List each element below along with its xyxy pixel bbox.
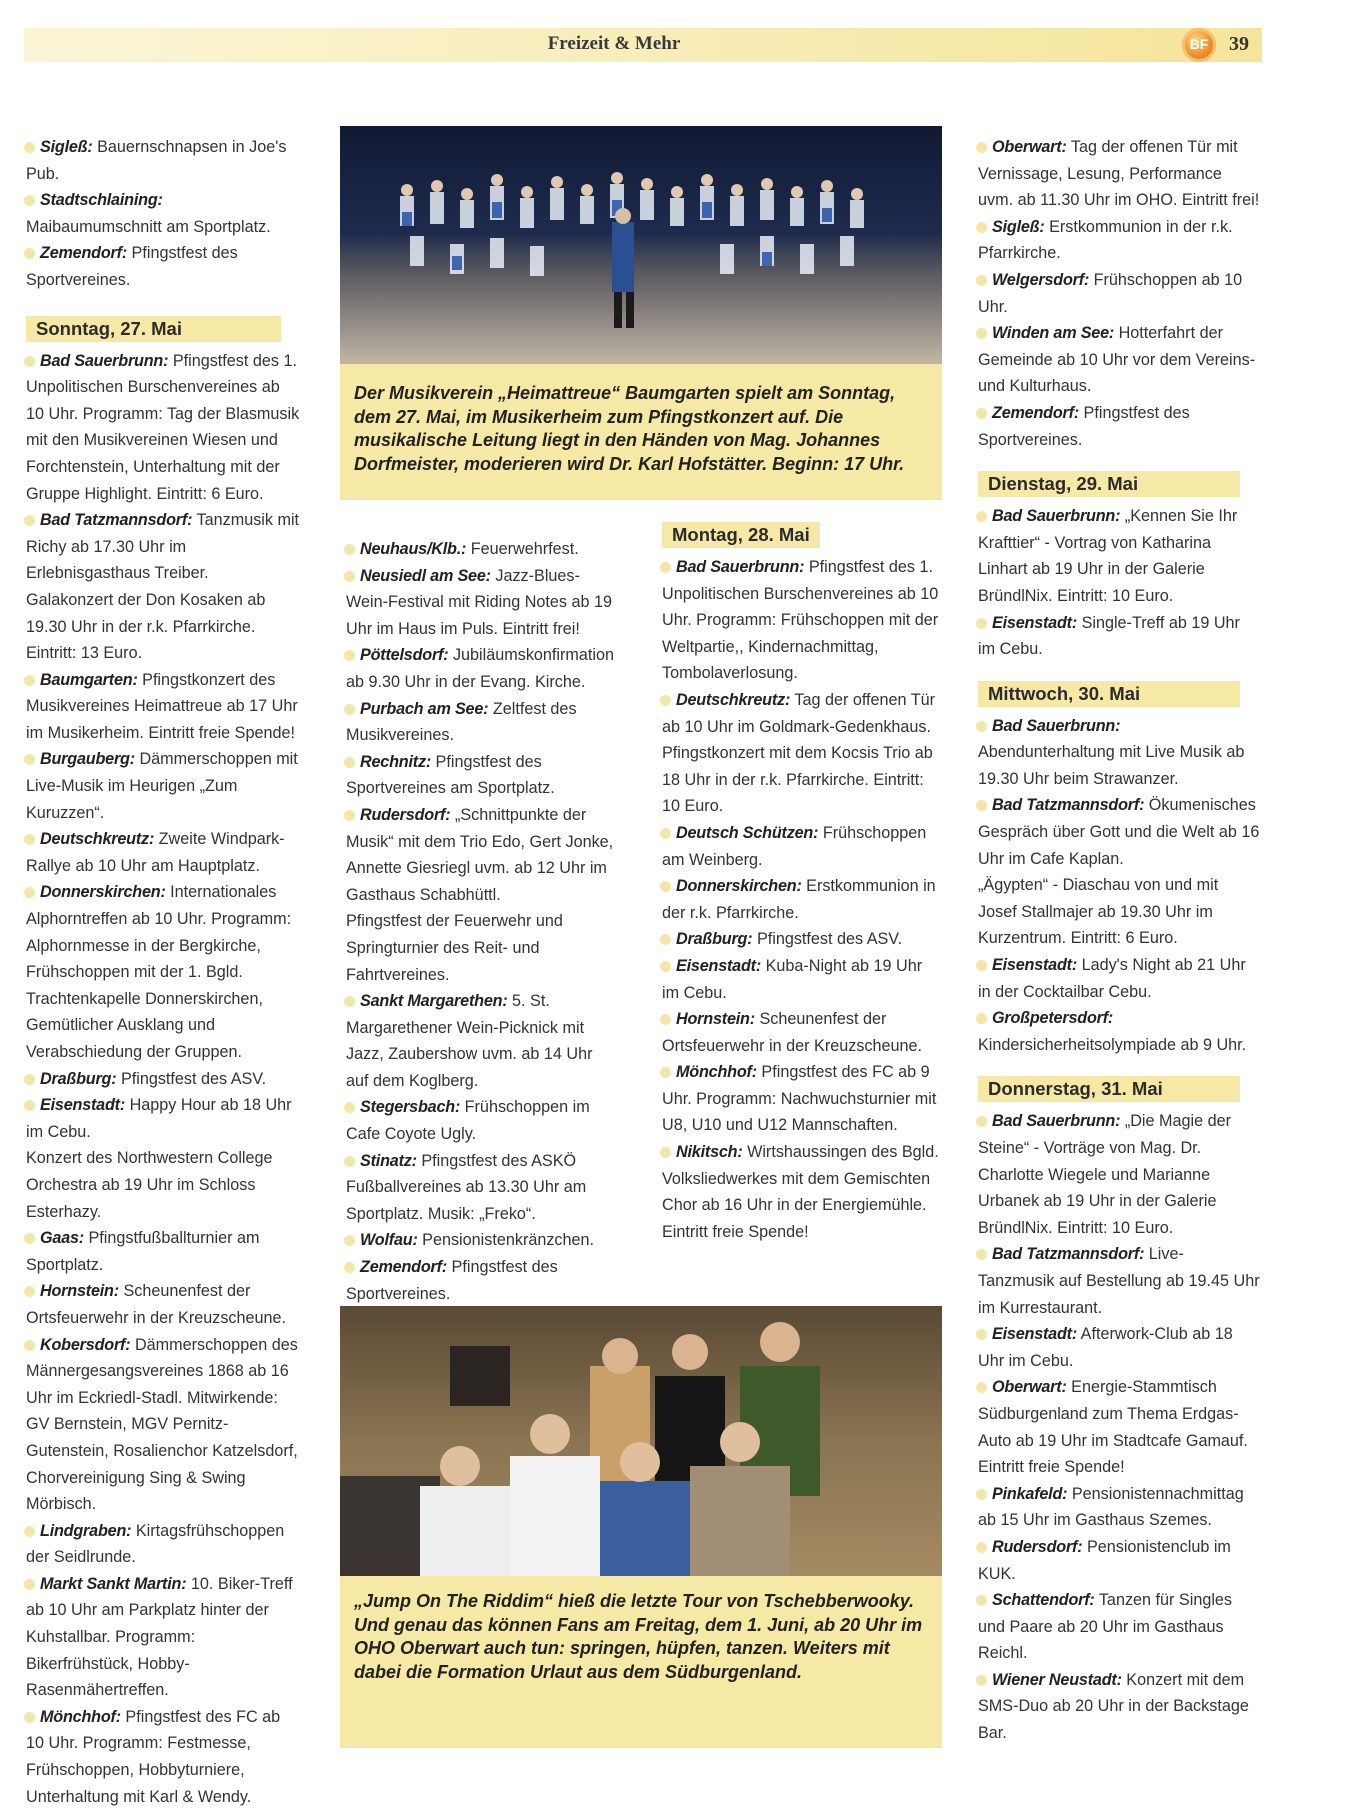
photo-tschebberwooky [340,1306,942,1576]
event-entry [978,1667,1260,1747]
event-text: Frühschoppen im Cafe Coyote Ugly. [346,1098,590,1144]
event-text: „Kennen Sie Ihr Krafttier“ - Vortrag von Katharina Linhart ab 19 Uhr in der Galerie BründlNix. Eintritt: 10 Euro. [978,507,1238,605]
event-entry [662,1006,940,1059]
event-place: Wolfau: [360,1231,418,1250]
bullet-dot-icon [24,1579,35,1590]
event-entry [346,696,618,749]
event-place: Draßburg: [40,1069,117,1088]
event-place: Oberwart: [992,138,1067,156]
event-entry [26,1518,301,1571]
event-entry [26,1278,301,1331]
bullet-dot-icon [24,248,35,259]
event-text: Tag der offenen Tür ab 10 Uhr im Goldmark-Gedenkhaus. [662,690,936,736]
col4-entries-dienstag [978,503,1260,663]
logo-text: BF [1189,36,1209,52]
event-place: Rudersdorf: [992,1537,1083,1556]
event-entry [26,1704,301,1810]
event-entry [26,240,301,293]
event-entry [26,826,301,879]
column-2 [346,536,618,1307]
event-place: Eisenstadt: [676,956,762,975]
event-text: Tanzmusik mit Richy ab 17.30 Uhr im Erlebnisgasthaus Treiber. [26,511,300,583]
event-text: Jazz-Blues-Wein-Festival mit Riding Notes ab 19 Uhr im Haus im Puls. Eintritt frei! [346,566,613,638]
event-place: Kobersdorf: [40,1335,131,1354]
event-entry [978,1241,1260,1321]
bullet-dot-icon [976,1542,987,1553]
col4-entries-mittwoch [978,713,1260,1059]
event-entry [26,1225,301,1278]
event-place: Bad Tatzmannsdorf: [992,1245,1145,1264]
day-heading-donnerstag: Donnerstag, 31. Mai [978,1076,1240,1102]
event-place: Eisenstadt: [992,956,1078,975]
bullet-dot-icon [976,222,987,233]
event-entry [662,1059,940,1139]
event-place: Bad Sauerbrunn: [992,1112,1121,1131]
event-text: Pfingstfest des FC ab 9 Uhr. Programm: Nachwuchsturnier mit U8, U10 und U12 Mannschaften. [662,1063,937,1135]
bullet-dot-icon [976,408,987,419]
event-entry [662,953,940,1006]
col1-top-entries [26,134,301,294]
event-entry [662,873,940,926]
photo-caption-musikverein: Der Musikverein „Heimattreue“ Baumgarten spielt am Sonntag, dem 27. Mai, im Musikerheim zum Pfingstkonzert auf. Die musikalische Leitung liegt in den Händen von Mag. Johannes Dorfmeister, moderieren wird Dr. Karl Hofstätter. Beginn: 17 Uhr. [340,364,942,500]
event-place: Wiener Neustadt: [992,1670,1122,1689]
event-entry [26,1066,301,1093]
event-text: Bauernschnapsen in Joe's Pub. [26,138,287,183]
bullet-dot-icon [976,328,987,339]
event-entry [662,554,940,687]
event-place: Eisenstadt: [992,1325,1078,1344]
col1-entries [26,348,301,1810]
event-place: Burgauberg: [40,750,135,769]
event-text: Konzert des Northwestern College Orchestra ab 19 Uhr im Schloss Esterhazy. [26,1149,273,1221]
event-place: Zemendorf: [360,1258,448,1277]
event-text: Energie-Stammtisch Südburgenland zum Thema Erdgas-Auto ab 19 Uhr im Stadtcafe Gamauf. Eintritt freie Spende! [978,1378,1248,1477]
bullet-dot-icon [24,515,35,526]
event-place: Lindgraben: [40,1521,132,1540]
event-text: Kuba-Night ab 19 Uhr im Cebu. [662,956,923,1002]
bullet-dot-icon [24,1340,35,1351]
event-entry [26,507,301,587]
event-place: Stinatz: [360,1151,417,1170]
bullet-dot-icon [660,695,671,706]
event-text: Tag der offenen Tür mit Vernissage, Lesung, Performance uvm. ab 11.30 Uhr im OHO. Eintritt frei! [978,138,1260,210]
bf-logo-icon [1182,28,1216,62]
bullet-dot-icon [344,1102,355,1113]
bullet-dot-icon [24,195,35,206]
event-text: Pfingstkonzert mit dem Kocsis Trio ab 18 Uhr in der r.k. Pfarrkirche. Eintritt: 10 Euro. [662,744,933,816]
day-heading-montag: Montag, 28. Mai [662,522,820,548]
col3-entries [662,554,940,1245]
photo-caption-tschebberwooky: „Jump On The Riddim“ hieß die letzte Tour von Tschebberwooky. Und genau das können Fans am Freitag, dem 1. Juni, ab 20 Uhr im OHO Oberwart auch tun: springen, hüpfen, tanzen. Weiters mit dabei die Formation Urlaut aus dem Südburgenland. [340,1576,942,1748]
bullet-dot-icon [660,562,671,573]
event-entry [978,610,1260,663]
event-place: Deutsch Schützen: [676,823,819,842]
bullet-dot-icon [344,810,355,821]
event-entry [978,952,1260,1005]
column-1 [26,134,301,1810]
bullet-dot-icon [976,1595,987,1606]
event-text: 10. Biker-Treff ab 10 Uhr am Parkplatz hinter der Kuhstallbar. Programm: Bikerfrühstück, Hobby-Rasenmähertreffen. [26,1574,293,1700]
event-place: Großpetersdorf: [992,1009,1114,1028]
event-entry [346,988,618,1094]
event-place: Eisenstadt: [40,1096,126,1115]
bullet-dot-icon [976,1489,987,1500]
event-place: Welgersdorf: [992,270,1090,289]
event-place: Pöttelsdorf: [360,646,449,665]
event-text: Zweite Windpark-Rallye ab 10 Uhr am Hauptplatz. [26,830,285,875]
event-entry [26,667,301,747]
event-text: Pfingstfest des Sportvereines. [26,244,238,289]
event-place: Donnerskirchen: [40,883,166,902]
event-entry [978,320,1260,400]
event-text: Tanzen für Singles und Paare ab 20 Uhr im Gasthaus Reichl. [978,1591,1233,1663]
event-entry [978,1321,1260,1374]
col4-top-entries [978,134,1260,453]
bullet-dot-icon [24,754,35,765]
event-entry [346,642,618,695]
page-number: 39 [1229,33,1249,55]
event-entry [26,187,301,240]
event-text: Erstkommunion in der r.k. Pfarrkirche. [662,877,936,922]
bullet-dot-icon [976,1382,987,1393]
event-text: Galakonzert der Don Kosaken ab 19.30 Uhr in der r.k. Pfarrkirche. Eintritt: 13 Euro. [26,590,266,663]
bullet-dot-icon [24,675,35,686]
event-place: Sigleß: [992,217,1045,236]
event-text: Zeltfest des Musikvereines. [346,699,577,745]
event-entry [978,1534,1260,1587]
col4-entries-donnerstag [978,1108,1260,1746]
event-text: Dämmerschoppen des Männergesangsvereines 1868 ab 16 Uhr im Eckriedl-Stadl. Mitwirkende: GV Bernstein, MGV Pernitz-Gutenstein, Rosalienchor Katzelsdorf, Chorvereinigung Sing & Swing Mörbisch. [26,1335,298,1514]
event-text: Pfingstkonzert des Musikvereines Heimattreue ab 17 Uhr im Musikerheim. Eintritt freie Spende! [26,670,298,742]
event-place: Rudersdorf: [360,805,451,824]
event-entry [26,587,301,667]
event-entry [346,563,618,643]
bullet-dot-icon [24,1100,35,1111]
event-entry [978,792,1260,872]
bullet-dot-icon [976,1116,987,1127]
event-entry [662,820,940,873]
bullet-dot-icon [344,650,355,661]
event-place: Bad Sauerbrunn: [40,351,169,370]
event-entry [26,134,301,187]
event-text: Lady's Night ab 21 Uhr in der Cocktailbar Cebu. [978,956,1246,1001]
event-text: Pfingstfest des Sportvereines. [346,1258,558,1303]
bullet-dot-icon [976,142,987,153]
bullet-dot-icon [24,142,35,153]
event-place: Draßburg: [676,930,753,949]
event-text: Hotterfahrt der Gemeinde ab 10 Uhr vor dem Vereins- und Kulturhaus. [978,324,1256,396]
event-text: Jubiläumskonfirmation ab 9.30 Uhr in der Evang. Kirche. [346,646,614,691]
event-entry [978,1005,1260,1058]
event-entry [346,1148,618,1228]
event-text: Pfingstfußballturnier am Sportplatz. [26,1229,260,1274]
event-place: Stadtschlaining: [40,191,163,210]
event-entry [662,1139,940,1245]
bullet-dot-icon [976,511,987,522]
event-entry [346,749,618,802]
event-entry [346,802,618,908]
event-text: Frühschoppen am Weinberg. [662,823,927,869]
event-place: Baumgarten: [40,670,138,689]
bullet-dot-icon [344,1235,355,1246]
event-text: Kindersicherheitsolympiade ab 9 Uhr. [978,1035,1247,1054]
event-place: Mönchhof: [676,1063,757,1082]
event-entry [978,1587,1260,1667]
event-place: Bad Sauerbrunn: [992,716,1121,735]
event-text: Live-Tanzmusik auf Bestellung ab 19.45 Uhr im Kurrestaurant. [978,1245,1260,1317]
event-entry [978,1108,1260,1241]
section-title: Freizeit & Mehr [547,33,681,54]
bullet-dot-icon [976,1329,987,1340]
event-entry [978,214,1260,267]
event-entry [978,267,1260,320]
event-text: Afterwork-Club ab 18 Uhr im Cebu. [978,1325,1233,1370]
event-place: Gaas: [40,1229,84,1248]
event-text: Scheunenfest der Ortsfeuerwehr in der Kreuzscheune. [662,1010,923,1055]
event-place: Schattendorf: [992,1591,1095,1610]
event-entry [26,1092,301,1145]
event-place: Sigleß: [40,138,93,156]
event-text: Maibaumumschnitt am Sportplatz. [26,217,271,236]
event-place: Donnerskirchen: [676,877,802,896]
event-text: Happy Hour ab 18 Uhr im Cebu. [26,1096,292,1141]
event-place: Neusiedl am See: [360,566,491,585]
bullet-dot-icon [24,356,35,367]
event-entry [662,687,940,740]
event-place: Purbach am See: [360,699,489,718]
photo-musikverein [340,126,942,364]
event-text: Pfingstfest des ASV. [756,930,903,949]
event-place: Rechnitz: [360,752,432,771]
event-place: Markt Sankt Martin: [40,1574,187,1593]
event-text: Pfingstfest der Feuerwehr und Springturnier des Reit- und Fahrtvereines. [346,912,563,984]
event-entry [26,746,301,826]
orchestra-illustration [340,126,942,364]
event-text: Internationales Alphorntreffen ab 10 Uhr. Programm: Alphornmesse in der Bergkirche, Frühschoppen mit der 1. Bgld. Trachtenkapelle Donnerskirchen, Gemütlicher Ausklang und Verabschiedung der Gruppen. [26,883,292,1061]
day-heading-mittwoch: Mittwoch, 30. Mai [978,681,1240,707]
event-place: Bad Tatzmannsdorf: [40,511,193,530]
event-entry [26,1145,301,1225]
bullet-dot-icon [24,1074,35,1085]
event-place: Deutschkreutz: [676,690,791,709]
event-entry [346,536,618,563]
event-entry [978,1481,1260,1534]
bullet-dot-icon [976,275,987,286]
event-entry [346,1227,618,1254]
event-entry [346,1254,618,1307]
col2-entries [346,536,618,1307]
event-entry [346,1094,618,1147]
event-place: Mönchhof: [40,1707,121,1726]
event-entry [978,400,1260,453]
event-place: Hornstein: [676,1010,755,1029]
event-entry [26,1571,301,1704]
event-text: Frühschoppen ab 10 Uhr. [978,270,1243,316]
event-text: Single-Treff ab 19 Uhr im Cebu. [978,613,1240,659]
event-place: Zemendorf: [992,403,1080,422]
day-heading-dienstag: Dienstag, 29. Mai [978,471,1240,497]
event-entry [978,503,1260,609]
event-place: Neuhaus/Klb.: [360,540,467,558]
event-text: 5. St. Margarethener Wein-Picknick mit Jazz, Zaubershow uvm. ab 14 Uhr auf dem Koglberg. [346,992,593,1090]
event-text: Pensionistennachmittag ab 15 Uhr im Gasthaus Szemes. [978,1484,1244,1530]
event-text: Pfingstfest des Sportvereines. [978,403,1190,449]
event-text: Feuerwehrfest. [470,540,579,558]
bullet-dot-icon [344,757,355,768]
band-illustration [340,1306,942,1576]
event-entry [662,926,940,953]
event-text: Pfingstfest des ASV. [120,1069,267,1088]
event-text: Scheunenfest der Ortsfeuerwehr in der Kreuzscheune. [26,1282,287,1327]
bullet-dot-icon [24,1526,35,1537]
event-entry [978,872,1260,952]
event-text: „Die Magie der Steine“ - Vorträge von Mag. Dr. Charlotte Wiegele und Marianne Urbanek ab 19 Uhr in der Galerie BründlNix. Eintritt: 10 Euro. [978,1112,1231,1237]
event-place: Eisenstadt: [992,613,1078,632]
event-place: Stegersbach: [360,1098,461,1117]
bullet-dot-icon [344,1156,355,1167]
event-text: Ökumenisches Gespräch über Gott und die Welt ab 16 Uhr im Cafe Kaplan. [978,796,1260,868]
event-text: Pfingstfest des 1. Unpolitischen Burschenvereines ab 10 Uhr. Programm: Frühschoppen mit der Weltpartie,, Kindernachmittag, Tombolaverlosung. [662,558,939,683]
event-place: Nikitsch: [676,1143,743,1162]
bullet-dot-icon [976,800,987,811]
bullet-dot-icon [344,544,355,555]
page-header [24,28,1262,62]
event-entry [978,1374,1260,1480]
bullet-dot-icon [24,887,35,898]
event-place: Winden am See: [992,324,1115,343]
column-3 [662,522,940,1245]
bullet-dot-icon [660,1147,671,1158]
bullet-dot-icon [344,571,355,582]
bullet-dot-icon [660,961,671,972]
event-text: Wirtshaussingen des Bgld. Volksliedwerkes mit dem Gemischten Chor ab 16 Uhr in der Energiemühle. Eintritt freie Spende! [662,1143,939,1241]
event-entry [662,740,940,820]
event-text: Erstkommunion in der r.k. Pfarrkirche. [978,217,1233,263]
bullet-dot-icon [976,1013,987,1024]
event-place: Hornstein: [40,1282,119,1301]
bullet-dot-icon [660,1014,671,1025]
bullet-dot-icon [344,1262,355,1273]
event-text: Abendunterhaltung mit Live Musik ab 19.30 Uhr beim Strawanzer. [978,743,1245,788]
day-heading-sonntag: Sonntag, 27. Mai [26,316,281,342]
bullet-dot-icon [24,1233,35,1244]
bullet-dot-icon [976,1249,987,1260]
bullet-dot-icon [660,828,671,839]
bullet-dot-icon [344,996,355,1007]
bullet-dot-icon [976,960,987,971]
event-entry [346,908,618,988]
event-place: Bad Tatzmannsdorf: [992,796,1145,815]
event-text: Kirtagsfrühschoppen der Seidlrunde. [26,1521,285,1567]
bullet-dot-icon [24,1286,35,1297]
bullet-dot-icon [660,934,671,945]
event-text: Konzert mit dem SMS-Duo ab 20 Uhr in der Backstage Bar. [978,1670,1249,1743]
event-entry [978,713,1260,793]
event-entry [26,879,301,1065]
column-4 [978,134,1260,1747]
event-text: Pfingstfest des 1. Unpolitischen Burschenvereines ab 10 Uhr. Programm: Tag der Blasmusik mit den Musikvereinen Wiesen und Forchtenstein, Unterhaltung mit der Gruppe Highlight. Eintritt: 6 Euro. [26,351,300,503]
event-place: Zemendorf: [40,244,128,263]
event-entry [978,134,1260,214]
event-place: Sankt Margarethen: [360,992,508,1011]
bullet-dot-icon [660,1067,671,1078]
event-text: Pfingstfest des Sportvereines am Sportplatz. [346,752,555,798]
bullet-dot-icon [344,704,355,715]
event-text: Dämmerschoppen mit Live-Musik im Heurigen „Zum Kuruzzen“. [26,750,298,822]
bullet-dot-icon [976,721,987,732]
bullet-dot-icon [976,618,987,629]
event-place: Deutschkreutz: [40,830,155,849]
event-text: „Ägypten“ - Diaschau von und mit Josef Stallmajer ab 19.30 Uhr im Kurzentrum. Eintritt: 6 Euro. [978,876,1219,948]
bullet-dot-icon [660,881,671,892]
event-text: Pensionistenkränzchen. [422,1231,595,1250]
event-place: Oberwart: [992,1378,1067,1397]
event-text: Pensionistenclub im KUK. [978,1537,1231,1583]
event-place: Bad Sauerbrunn: [676,558,805,576]
event-entry [26,1332,301,1518]
event-place: Pinkafeld: [992,1484,1068,1503]
event-text: Pfingstfest des ASKÖ Fußballvereines ab 13.30 Uhr am Sportplatz. Musik: „Freko“. [346,1151,587,1223]
bullet-dot-icon [24,834,35,845]
bullet-dot-icon [24,1712,35,1723]
bullet-dot-icon [976,1675,987,1686]
event-text: Pfingstfest des FC ab 10 Uhr. Programm: Festmesse, Frühschoppen, Hobbyturniere, Unterhaltung mit Karl & Wendy. [26,1707,281,1806]
event-entry [26,348,301,508]
event-place: Bad Sauerbrunn: [992,507,1121,526]
event-text: „Schnittpunkte der Musik“ mit dem Trio Edo, Gert Jonke, Annette Giesriegl uvm. ab 12 Uhr im Gasthaus Schabhüttl. [346,805,614,904]
